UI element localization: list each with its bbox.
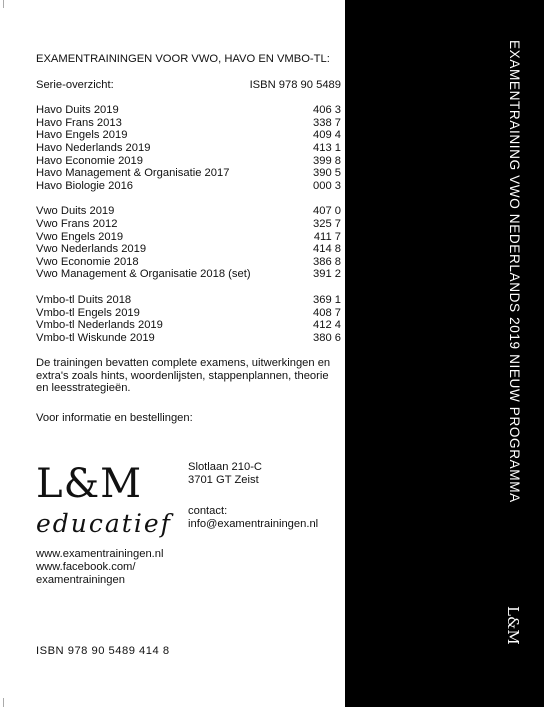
spine-title: EXAMENTRAINING VWO NEDERLANDS 2019 NIEUW PROGRAMMA [507, 40, 522, 503]
list-item [36, 243, 341, 256]
code-text: 411 7 [313, 230, 341, 243]
title-text: Havo Duits 2019 [36, 104, 119, 117]
title-text: Havo Management & Organisatie 2017 [36, 167, 230, 180]
list-item [36, 332, 341, 345]
list-item [36, 129, 341, 142]
code-text: 399 8 [313, 154, 341, 167]
info-label: Voor informatie en bestellingen: [36, 412, 193, 425]
facebook-link-cont: examentrainingen [36, 574, 125, 586]
title-text: Vmbo-tl Wiskunde 2019 [36, 331, 155, 344]
code-text: 391 2 [313, 268, 341, 281]
havo-group [36, 104, 341, 192]
code-text: 407 0 [313, 205, 341, 218]
list-item [36, 218, 341, 231]
brand-logo [36, 462, 186, 540]
code-text: 390 5 [313, 167, 341, 180]
code-text: 325 7 [313, 217, 341, 230]
title-text: Vmbo-tl Engels 2019 [36, 306, 140, 319]
code-text: 413 1 [313, 141, 341, 154]
title-text: Vwo Nederlands 2019 [36, 243, 147, 256]
title-text: Vwo Frans 2012 [36, 217, 118, 230]
code-text: 409 4 [313, 129, 341, 142]
list-item [36, 205, 341, 218]
series-overview [36, 53, 341, 437]
spine-logo: L&M [504, 606, 522, 645]
vwo-group [36, 205, 341, 281]
facebook-link: www.facebook.com/ [36, 561, 136, 573]
code-text: 380 6 [313, 331, 341, 344]
list-item [36, 268, 341, 281]
code-text: 369 1 [313, 293, 341, 306]
title-text: Vwo Economie 2018 [36, 255, 139, 268]
title-text: Havo Frans 2013 [36, 116, 122, 129]
list-item [36, 294, 341, 307]
contact-email: info@examentrainingen.nl [188, 518, 319, 530]
title-text: Vmbo-tl Duits 2018 [36, 293, 132, 306]
list-item [36, 256, 341, 269]
list-item [36, 231, 341, 244]
code-text: 386 8 [313, 255, 341, 268]
crop-mark-bottom [3, 698, 4, 707]
list-item [36, 180, 341, 193]
website-link: www.examentrainingen.nl [36, 548, 164, 560]
list-item [36, 167, 341, 180]
isbn-full: ISBN 978 90 5489 414 8 [36, 645, 170, 657]
crop-mark-top [3, 0, 4, 8]
contact-label: contact: [188, 505, 228, 517]
series-header [36, 79, 341, 92]
contact-block [188, 505, 318, 531]
description-text: De trainingen bevatten complete examens, uitwerkingen en extra's zoals hints, woordenlijsten, stappenplannen, theorie en leesstrategieën. [36, 357, 331, 395]
code-text: 412 4 [313, 319, 341, 332]
list-item [36, 142, 341, 155]
code-text: 406 3 [313, 104, 341, 117]
title-text: Havo Engels 2019 [36, 129, 128, 142]
title-text: Havo Biologie 2016 [36, 179, 134, 192]
title-text: Vwo Duits 2019 [36, 205, 115, 218]
title-text: Havo Economie 2019 [36, 154, 143, 167]
address-line: Slotlaan 210-C [188, 461, 263, 473]
list-item [36, 319, 341, 332]
title-text: Vwo Engels 2019 [36, 230, 124, 243]
logo-sub-text: educatief [36, 509, 172, 538]
logo-main-text: L&M [36, 461, 143, 507]
series-label: Serie-overzicht: [36, 78, 114, 91]
list-item [36, 155, 341, 168]
code-text: 000 3 [313, 179, 341, 192]
title-text: Havo Nederlands 2019 [36, 141, 151, 154]
web-links [36, 548, 163, 587]
title-text: Vwo Management & Organisatie 2018 (set) [36, 268, 251, 281]
address-block [188, 461, 262, 487]
address-line: 3701 GT Zeist [188, 474, 259, 486]
vmbo-group [36, 294, 341, 344]
code-text: 414 8 [313, 243, 341, 256]
list-item [36, 104, 341, 117]
title-text: Vmbo-tl Nederlands 2019 [36, 319, 163, 332]
list-item [36, 117, 341, 130]
code-text: 338 7 [313, 116, 341, 129]
list-item [36, 307, 341, 320]
page-heading: EXAMENTRAININGEN VOOR VWO, HAVO EN VMBO-TL: [36, 53, 330, 65]
series-isbn-prefix: ISBN 978 90 5489 [249, 78, 341, 91]
code-text: 408 7 [313, 306, 341, 319]
